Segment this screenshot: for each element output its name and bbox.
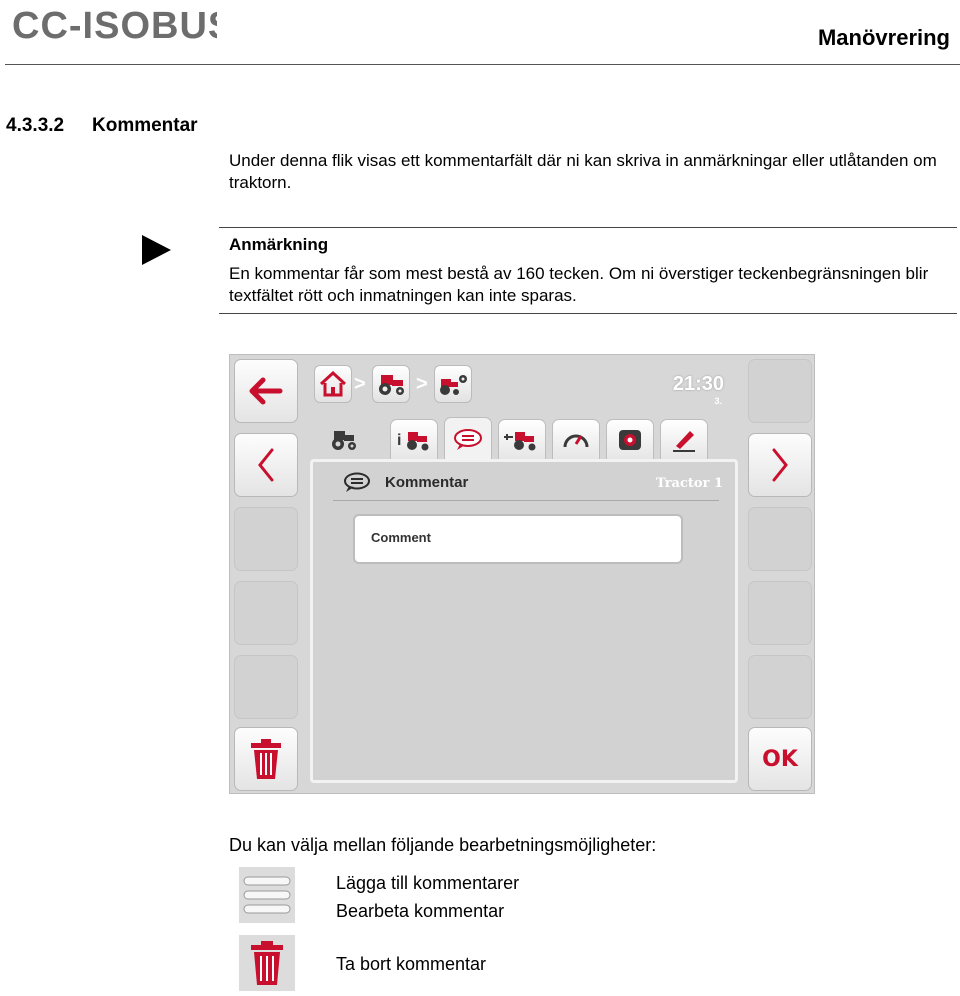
speech-bubble-icon bbox=[343, 472, 371, 494]
header-title: Manövrering bbox=[817, 25, 950, 50]
tractor-hitch-icon bbox=[503, 427, 541, 453]
trash-icon bbox=[249, 738, 283, 780]
gear-icon bbox=[616, 427, 644, 453]
svg-text:CC-ISOBUS: CC-ISOBUS bbox=[12, 5, 217, 47]
header-divider bbox=[5, 64, 960, 65]
note-bottom-rule bbox=[219, 313, 957, 314]
softkey-empty bbox=[234, 507, 298, 571]
tab-info[interactable] bbox=[390, 419, 438, 459]
cc-isobus-logo bbox=[12, 4, 217, 48]
svg-text:i: i bbox=[397, 431, 402, 449]
tractor-icon bbox=[329, 426, 359, 452]
breadcrumb-separator: > bbox=[354, 373, 366, 395]
arrow-left-icon bbox=[248, 377, 284, 405]
previous-tab-button[interactable] bbox=[234, 433, 298, 497]
tab-edit[interactable] bbox=[660, 419, 708, 459]
softkey-empty bbox=[234, 655, 298, 719]
next-tab-button[interactable] bbox=[748, 433, 812, 497]
option-edit-comment: Bearbeta kommentar bbox=[336, 901, 505, 921]
tab-tractor bbox=[320, 419, 368, 459]
clock-subtext: 3. bbox=[714, 396, 722, 406]
comment-label: Comment bbox=[371, 530, 431, 545]
option-add-comment: Lägga till kommentarer bbox=[336, 873, 520, 893]
ok-button[interactable] bbox=[748, 727, 812, 791]
pencil-icon bbox=[670, 427, 698, 453]
tab-hitch[interactable] bbox=[498, 419, 546, 459]
softkey-empty bbox=[748, 507, 812, 571]
section-number: 4.3.3.2 bbox=[6, 115, 65, 136]
chevron-right-icon bbox=[771, 448, 789, 482]
panel-title: Kommentar bbox=[385, 474, 469, 491]
tab-bar bbox=[304, 415, 740, 461]
breadcrumb-separator: > bbox=[416, 373, 428, 395]
tractor-detail-crumb[interactable] bbox=[434, 365, 472, 403]
panel-header bbox=[313, 462, 735, 500]
tractor-settings-icon bbox=[437, 371, 469, 397]
edit-lines-icon bbox=[239, 867, 295, 923]
delete-button[interactable] bbox=[234, 727, 298, 791]
tractor-icon bbox=[375, 371, 407, 397]
breadcrumb bbox=[304, 359, 742, 415]
ok-label: OK bbox=[762, 746, 798, 772]
option-delete-comment: Ta bort kommentar bbox=[336, 954, 487, 974]
comment-field[interactable] bbox=[353, 514, 683, 564]
object-name: Tractor 1 bbox=[655, 476, 723, 491]
tractor-crumb[interactable] bbox=[372, 365, 410, 403]
clock: 21:30 bbox=[672, 373, 724, 395]
softkey-empty bbox=[748, 359, 812, 423]
panel-divider bbox=[333, 500, 719, 501]
tab-speed[interactable] bbox=[552, 419, 600, 459]
comment-panel bbox=[310, 459, 738, 783]
softkey-empty bbox=[234, 581, 298, 645]
chevron-left-icon bbox=[257, 448, 275, 482]
note-body: En kommentar får som mest bestå av 160 tecken. Om ni överstiger teckenbegränsningen blir textfältet rött och inmatningen kan inte sparas. bbox=[229, 264, 929, 305]
tractor-info-icon bbox=[396, 427, 432, 453]
home-icon bbox=[319, 371, 347, 397]
terminal-screenshot bbox=[229, 354, 815, 794]
note-top-rule bbox=[219, 227, 957, 228]
speedometer-icon bbox=[562, 427, 590, 453]
intro-paragraph: Under denna flik visas ett kommentarfält där ni kan skriva in anmärkningar eller utlåtanden om traktorn. bbox=[229, 151, 937, 192]
speech-bubble-icon bbox=[453, 428, 483, 452]
trash-icon bbox=[239, 935, 295, 991]
note-heading: Anmärkning bbox=[229, 235, 329, 254]
back-button[interactable] bbox=[234, 359, 298, 423]
home-button[interactable] bbox=[314, 365, 352, 403]
note-arrow-icon bbox=[140, 234, 172, 266]
softkey-empty bbox=[748, 581, 812, 645]
softkey-empty bbox=[748, 655, 812, 719]
section-title: Kommentar bbox=[92, 115, 198, 136]
options-intro: Du kan välja mellan följande bearbetningsmöjligheter: bbox=[229, 835, 657, 855]
tab-comment[interactable] bbox=[444, 417, 492, 461]
tab-pto[interactable] bbox=[606, 419, 654, 459]
